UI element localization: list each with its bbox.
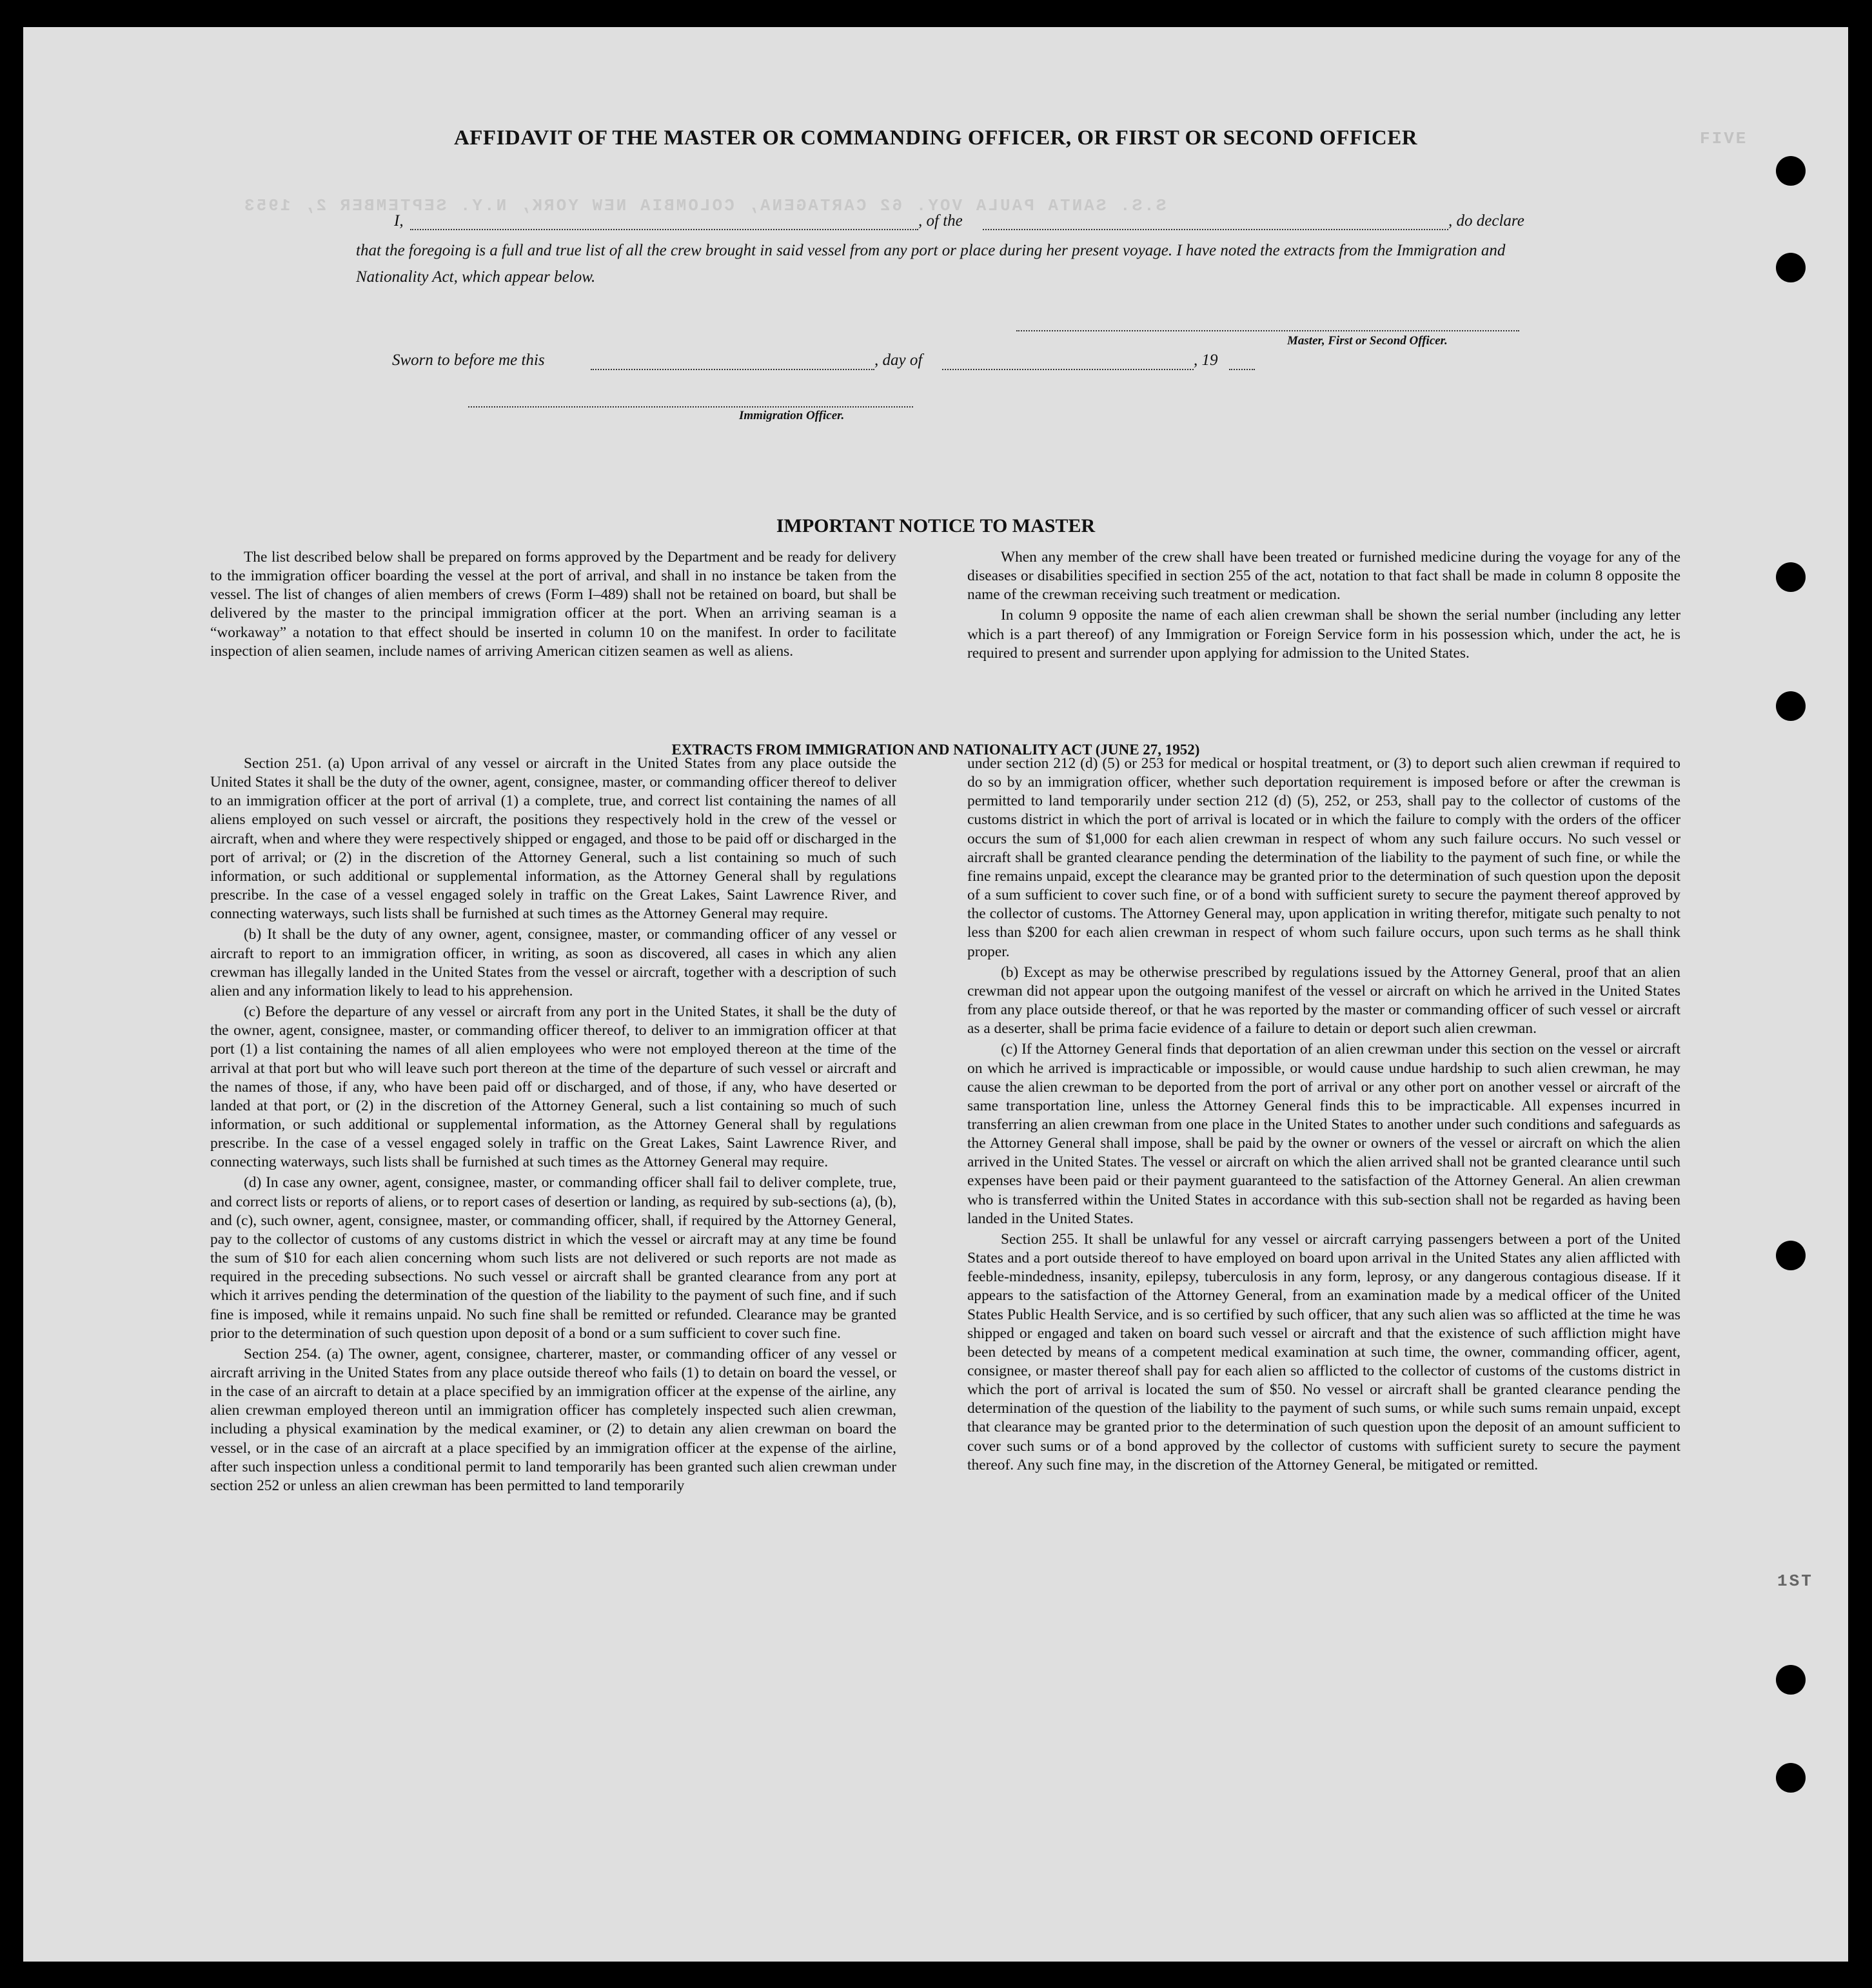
declaration-of-the-label: , of the — [918, 212, 963, 230]
declaration-do-declare-label: , do declare — [1448, 212, 1524, 230]
binder-hole — [1776, 1763, 1806, 1793]
section-254-c: (c) If the Attorney General finds that deportation of an alien crewman under this section on the vessel or aircraft on which he arrived is impracticable or impossible, or would cause undue hardship to such alien crewman, he may cause the alien crewman to be deported from the port of arrival or any other port on another vessel or aircraft of the same transportation line, unless the Attorney General finds this to be impracticable. All expenses incurred in transferring an alien crewman from one place in the United States to another under such conditions and safeguards as the Attorney General shall impose, shall be paid by the owner or owners of the vessel or aircraft on which the alien arrived in the United States. The vessel or aircraft on which the alien arrived shall not be granted clearance until such expenses have been paid or their payment guaranteed to the satisfaction of the Attorney General. An alien crewman who is transferred within the United States in accordance with this sub-section shall not be regarded as having been landed in the United States. — [967, 1041, 1680, 1227]
binder-hole — [1776, 253, 1806, 282]
master-signature-field[interactable] — [1016, 330, 1519, 331]
section-254-a-continued: under section 212 (d) (5) or 253 for medical or hospital treatment, or (3) to deport such alien crewman if required to do so by an immigration officer, whether such deportation requirement is imposed before or after the crewman is permitted to land temporarily under section 212 (d) (5), 252, or 253, shall pay to the collector of customs of the customs district in which the port of arrival is located or in which the failure to comply with the orders of the officer occurs the sum of $1,000 for each alien crewman in respect of whom any such failure occurs. No such vessel or aircraft shall be granted clearance pending the determination of the liability to the payment of such fine, or while the fine remains unpaid, except the clearance may be granted prior to the determination of such question upon the deposit of a sum sufficient to cover such fine, or of a bond with sufficient surety to secure the payment thereof approved by the collector of customs. The Attorney General may, upon application in writing therefor, mitigate such penalty to not less than $200 for each alien crewman in respect of whom such failure occurs, upon such terms as he shall think proper. — [967, 755, 1680, 960]
binder-hole — [1776, 691, 1806, 721]
document-page — [23, 27, 1848, 1962]
declaration-i-label: I, — [394, 212, 404, 230]
bleed-through-header: S.S. SANTA PAULA VOY. 62 CARTAGENA, COLOMBIA NEW YORK, N.Y. SEPTEMBER 2, 1953 — [242, 196, 1167, 215]
section-251-c: (c) Before the departure of any vessel or aircraft from any port in the United States, it shall be the duty of the owner, agent, consignee, master, or commanding officer thereof, to deliver to an immigration officer at that port (1) a list containing the names of all alien employees who were not employed thereon at the time of the arrival at that port but who will leave such port thereon at the time of the departure of such vessel or aircraft and the names of those, if any, who have been paid off or discharged, and of those, if any, who have deserted or landed at that port, or (2) in the discretion of the Attorney General, such a list containing so much of such information, or such additional or supplemental information, as the Attorney General shall by regulations prescribe. In the case of a vessel engaged solely in traffic on the Great Lakes, Saint Lawrence River, and connecting waterways, such lists shall be furnished at such times as the Attorney General may require. — [210, 1003, 896, 1171]
vessel-name-field[interactable] — [983, 229, 1448, 230]
sworn-day-of-label: , day of — [874, 351, 923, 369]
section-251-b: (b) It shall be the duty of any owner, agent, consignee, master, or commanding officer of any vessel or aircraft to report to an immigration officer, in writing, as soon as discovered, all cases in which any alien crewman has illegally landed in the United States from the vessel or aircraft, together with a description of such alien and any information likely to lead to his apprehension. — [210, 926, 896, 999]
sworn-year-field[interactable] — [1229, 369, 1255, 370]
notice-paragraph: When any member of the crew shall have been treated or furnished medicine during the voyage for any of the diseases or disabilities specified in section 255 of the act, notation to that fact shall be made in column 8 opposite the name of the crewman receiving such treatment or medication. — [967, 549, 1680, 604]
sworn-month-field[interactable] — [942, 369, 1194, 370]
notice-paragraph: The list described below shall be prepared on forms approved by the Department and be ready for delivery to the immigration officer boarding the vessel at the port of arrival, and shall in no instance be taken from the vessel. The list of changes of alien members of crews (Form I–489) shall not be retained on board, but shall be delivered by the master to the principal immigration officer at the port. When an arriving seaman is a “workaway” a notation to that effect should be inserted in column 10 on the manifest. In order to facilitate inspection of alien seamen, include names of arriving American citizen seamen as well as aliens. — [210, 549, 896, 660]
section-255: Section 255. It shall be unlawful for any vessel or aircraft carrying passengers between a port of the United States and a port outside thereof to have employed on board upon arrival in the United States any alien afflicted with feeble-mindedness, insanity, epilepsy, tuberculosis in any form, leprosy, or any dangerous contagious disease. If it appears to the satisfaction of the Attorney General, from an examination made by a medical officer of the United States Public Health Service, and is so certified by such officer, that any such alien was so afflicted at the time he was shipped or engaged and taken on board such vessel or aircraft and that the existence of such affliction might have been detected by means of a competent medical examination at such time, the owner, commanding officer, agent, consignee, or master thereof shall pay for each alien so afflicted to the collector of customs of the customs district in which the port of arrival is located the sum of $50. No vessel or aircraft shall be granted clearance pending the determination of the question of the liability to the payment of such sums, or while such sums remain unpaid, except that clearance may be granted prior to the determination of such question upon the deposit of an amount sufficient to cover such sums or of a bond approved by the collector of customs with sufficient surety to secure the payment thereof. Any such fine may, in the discretion of the Attorney General, be mitigated or remitted. — [967, 1230, 1680, 1473]
bleed-through-mark: FIVE — [1700, 129, 1748, 148]
immigration-officer-signature-field[interactable] — [468, 406, 913, 408]
immigration-officer-caption: Immigration Officer. — [739, 409, 845, 422]
master-caption: Master, First or Second Officer. — [1287, 334, 1448, 348]
notice-right-column — [967, 548, 1680, 665]
section-251-a: Section 251. (a) Upon arrival of any vessel or aircraft in the United States from any place outside the United States it shall be the duty of the owner, agent, consignee, master, or commanding officer thereof to deliver to an immigration officer at the port of arrival (1) a complete, true, and correct list containing the names of all aliens employed on such vessel or aircraft, the positions they respectively hold in the crew of the vessel or aircraft, when and where they were respectively shipped or engaged, and those to be paid off or discharged in the port of arrival; or (2) in the discretion of the Attorney General, such a list containing so much of such information, or such additional or supplemental information, as the Attorney General shall by regulations prescribe. In the case of a vessel engaged solely in traffic on the Great Lakes, Saint Lawrence River, and connecting waterways, such lists shall be furnished at such times as the Attorney General may require. — [210, 755, 896, 923]
officer-name-field[interactable] — [410, 229, 918, 230]
extracts-left-column — [210, 754, 896, 1497]
section-254-b: (b) Except as may be otherwise prescribed by regulations issued by the Attorney General, proof that an alien crewman did not appear upon the outgoing manifest of the vessel or aircraft on which he arrived in the United States from any place outside thereof, or that he was reported by the master or commanding officer of such vessel or aircraft as a deserter, shall be prima facie evidence of a failure to detain or deport such alien crewman. — [967, 963, 1680, 1038]
binder-hole — [1776, 1665, 1806, 1695]
section-251-d: (d) In case any owner, agent, consignee, master, or commanding officer shall fail to deliver complete, true, and correct lists or reports of aliens, or to report cases of desertion or landing, as required by sub-sections (a), (b), and (c), such owner, agent, consignee, master, or commanding officer, shall, if required by the Attorney General, pay to the collector of customs of any customs district in which the vessel or aircraft may at any time be found the sum of $10 for each alien concerning whom such lists are not delivered or such reports are not made as required in the preceding subsections. No such vessel or aircraft shall be granted clearance from any port at which it arrives pending the determination of the question of the liability to the payment of such fine, and if such fine is imposed, while it remains unpaid. No such fine shall be remitted or refunded. Clearance may be granted prior to the determination of such question upon deposit of a bond or a sum sufficient to cover such fine. — [210, 1174, 896, 1342]
sworn-before-label: Sworn to before me this — [392, 351, 545, 369]
notice-paragraph: In column 9 opposite the name of each alien crewman shall be shown the serial number (including any letter which is a part thereof) of any Immigration or Foreign Service form in his possession which, under the act, he is required to present and surrender upon applying for admission to the United States. — [967, 607, 1680, 662]
extracts-right-column — [967, 754, 1680, 1477]
affidavit-title: AFFIDAVIT OF THE MASTER OR COMMANDING OFFICER, OR FIRST OR SECOND OFFICER — [453, 126, 1418, 150]
sworn-date-field[interactable] — [591, 369, 874, 370]
extracts-title: EXTRACTS FROM IMMIGRATION AND NATIONALITY ACT (JUNE 27, 1952) — [671, 742, 1200, 758]
bleed-through-side-mark: 1ST — [1777, 1571, 1813, 1591]
sworn-year-label: , 19 — [1194, 351, 1218, 369]
binder-hole — [1776, 1241, 1806, 1270]
section-254-a: Section 254. (a) The owner, agent, consignee, charterer, master, or commanding officer of any vessel or aircraft arriving in the United States from any place outside thereof who fails (1) to detain on board the vessel, or in the case of an aircraft to detain at a place specified by an immigration officer at the expense of the airline, any alien crewman employed thereon until an immigration officer has completely inspected such alien crewman, including a physical examination by the medical examiner, or (2) to detain any alien crewman on board the vessel, or in the case of an aircraft at a place specified by an immigration officer at the expense of the airline, after such inspection unless a conditional permit to land temporarily has been granted such alien crewman under section 252 or unless an alien crewman has been permitted to land temporarily — [210, 1345, 896, 1494]
declaration-text: that the foregoing is a full and true list of all the crew brought in said vessel from any port or place during her present voyage. I have noted the extracts from the Immigration and Nationality Act, which appear below. — [356, 242, 1506, 286]
notice-left-column — [210, 548, 896, 663]
binder-hole — [1776, 156, 1806, 186]
binder-hole — [1776, 562, 1806, 592]
notice-title: IMPORTANT NOTICE TO MASTER — [776, 515, 1096, 536]
